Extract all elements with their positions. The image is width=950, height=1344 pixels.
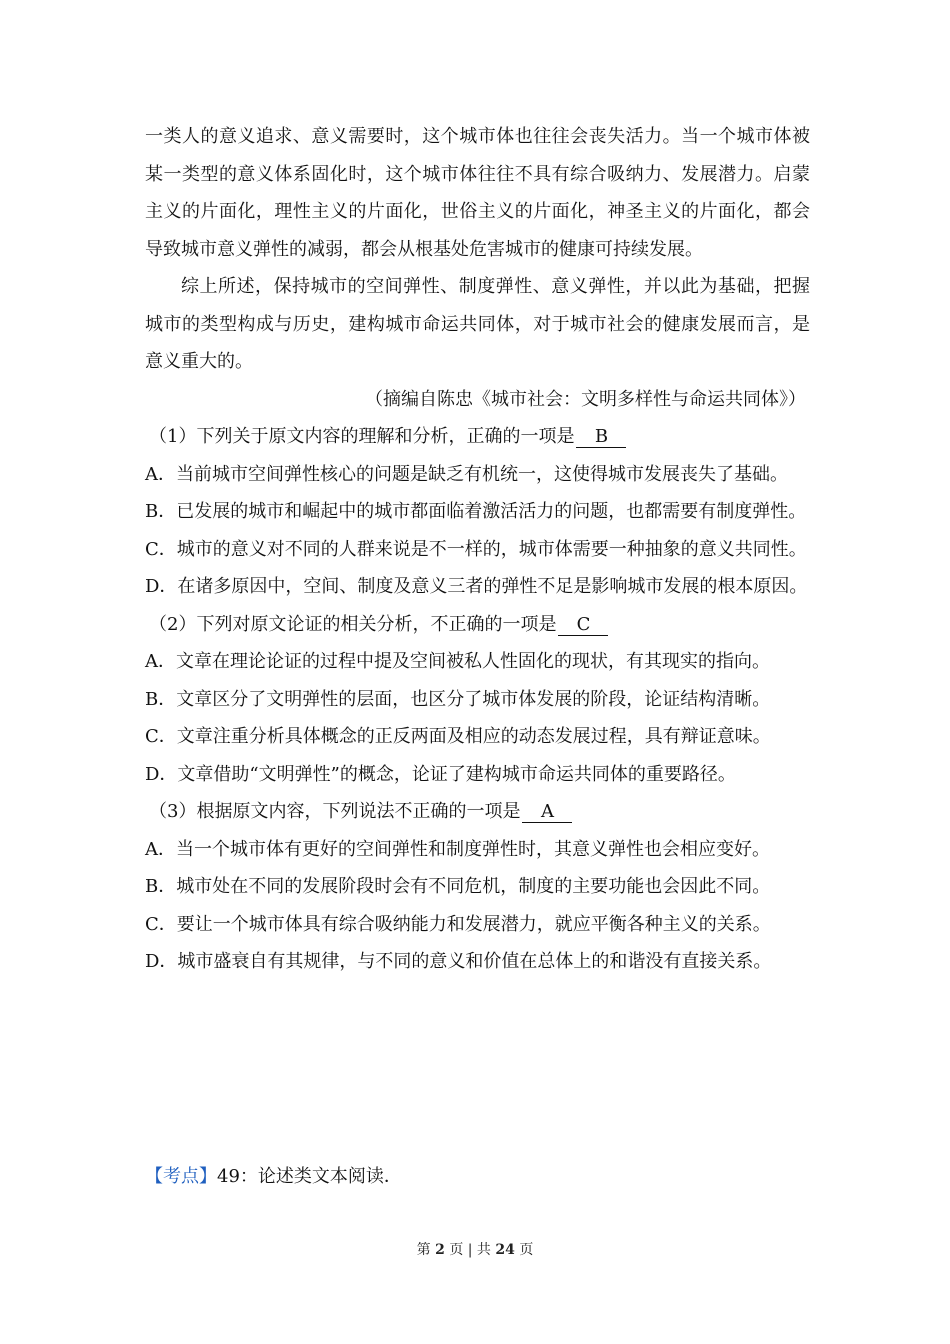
paragraph-continued: 一类人的意义追求、意义需要时，这个城市体也往往会丧失活力。当一个城市体被某一类型的意义体系固化时，这个城市体往往不具有综合吸纳力、发展潜力。启蒙主义的片面化，理性主义的片面化，世俗主义的片面化，神圣主义的片面化，都会导致城市意义弹性的减弱，都会从根基处危害城市的健康可持续发展。 [145, 126, 810, 260]
footer-prefix: 第 [416, 1242, 431, 1258]
option-a: A．文章在理论论证的过程中提及空间被私人性固化的现状，有其现实的指向。 [145, 651, 770, 672]
page-footer [0, 1240, 950, 1260]
option-d: D．在诸多原因中，空间、制度及意义三者的弹性不足是影响城市发展的根本原因。 [145, 576, 808, 597]
footer-suffix: 页 [519, 1242, 534, 1258]
answer-blank: A [522, 802, 572, 823]
paragraph-conclusion: 综上所述，保持城市的空间弹性、制度弹性、意义弹性，并以此为基础，把握城市的类型构成与历史，建构城市命运共同体，对于城市社会的健康发展而言，是意义重大的。 [145, 276, 810, 372]
kaodian-label: 【考点】 [145, 1166, 217, 1187]
question-stem-text: （1）下列关于原文内容的理解和分析，正确的一项是 [149, 426, 575, 447]
option-b: B．已发展的城市和崛起中的城市都面临着激活活力的问题，也都需要有制度弹性。 [145, 501, 807, 522]
kaodian-note [145, 1162, 402, 1192]
question-stem-text: （3）根据原文内容，下列说法不正确的一项是 [149, 801, 521, 822]
question-stem [145, 793, 810, 831]
answer-blank: B [576, 427, 626, 448]
question-stem [145, 606, 810, 644]
question-1 [145, 418, 810, 606]
question-3 [145, 793, 810, 981]
option-c: C．文章注重分析具体概念的正反两面及相应的动态发展过程，具有辩证意味。 [145, 726, 771, 747]
option-b: B．城市处在不同的发展阶段时会有不同危机，制度的主要功能也会因此不同。 [145, 876, 771, 897]
option-b: B．文章区分了文明弹性的层面，也区分了城市体发展的阶段，论证结构清晰。 [145, 688, 771, 710]
question-stem [145, 418, 810, 456]
footer-page-number: 2 [435, 1242, 445, 1258]
option-a: A．当前城市空间弹性核心的问题是缺乏有机统一，这使得城市发展丧失了基础。 [145, 463, 788, 485]
question-2 [145, 606, 810, 794]
option-d: D．文章借助“文明弹性”的概念，论证了建构城市命运共同体的重要路径。 [145, 763, 736, 785]
footer-mid: 页 | 共 [449, 1242, 491, 1258]
answer-blank: C [558, 615, 608, 636]
footer-total-pages: 24 [495, 1242, 515, 1258]
option-a: A．当一个城市体有更好的空间弹性和制度弹性时，其意义弹性也会相应变好。 [145, 838, 770, 860]
question-stem-text: （2）下列对原文论证的相关分析，不正确的一项是 [149, 613, 557, 635]
option-c: C．城市的意义对不同的人群来说是不一样的，城市体需要一种抽象的意义共同性。 [145, 538, 807, 560]
option-d: D．城市盛衰自有其规律，与不同的意义和价值在总体上的和谐没有直接关系。 [145, 951, 772, 972]
source-citation: （摘编自陈忠《城市社会：文明多样性与命运共同体》） [365, 388, 806, 410]
document-body [145, 118, 810, 981]
kaodian-text: 49：论述类文本阅读． [217, 1166, 402, 1187]
option-c: C．要让一个城市体具有综合吸纳能力和发展潜力，就应平衡各种主义的关系。 [145, 913, 771, 935]
